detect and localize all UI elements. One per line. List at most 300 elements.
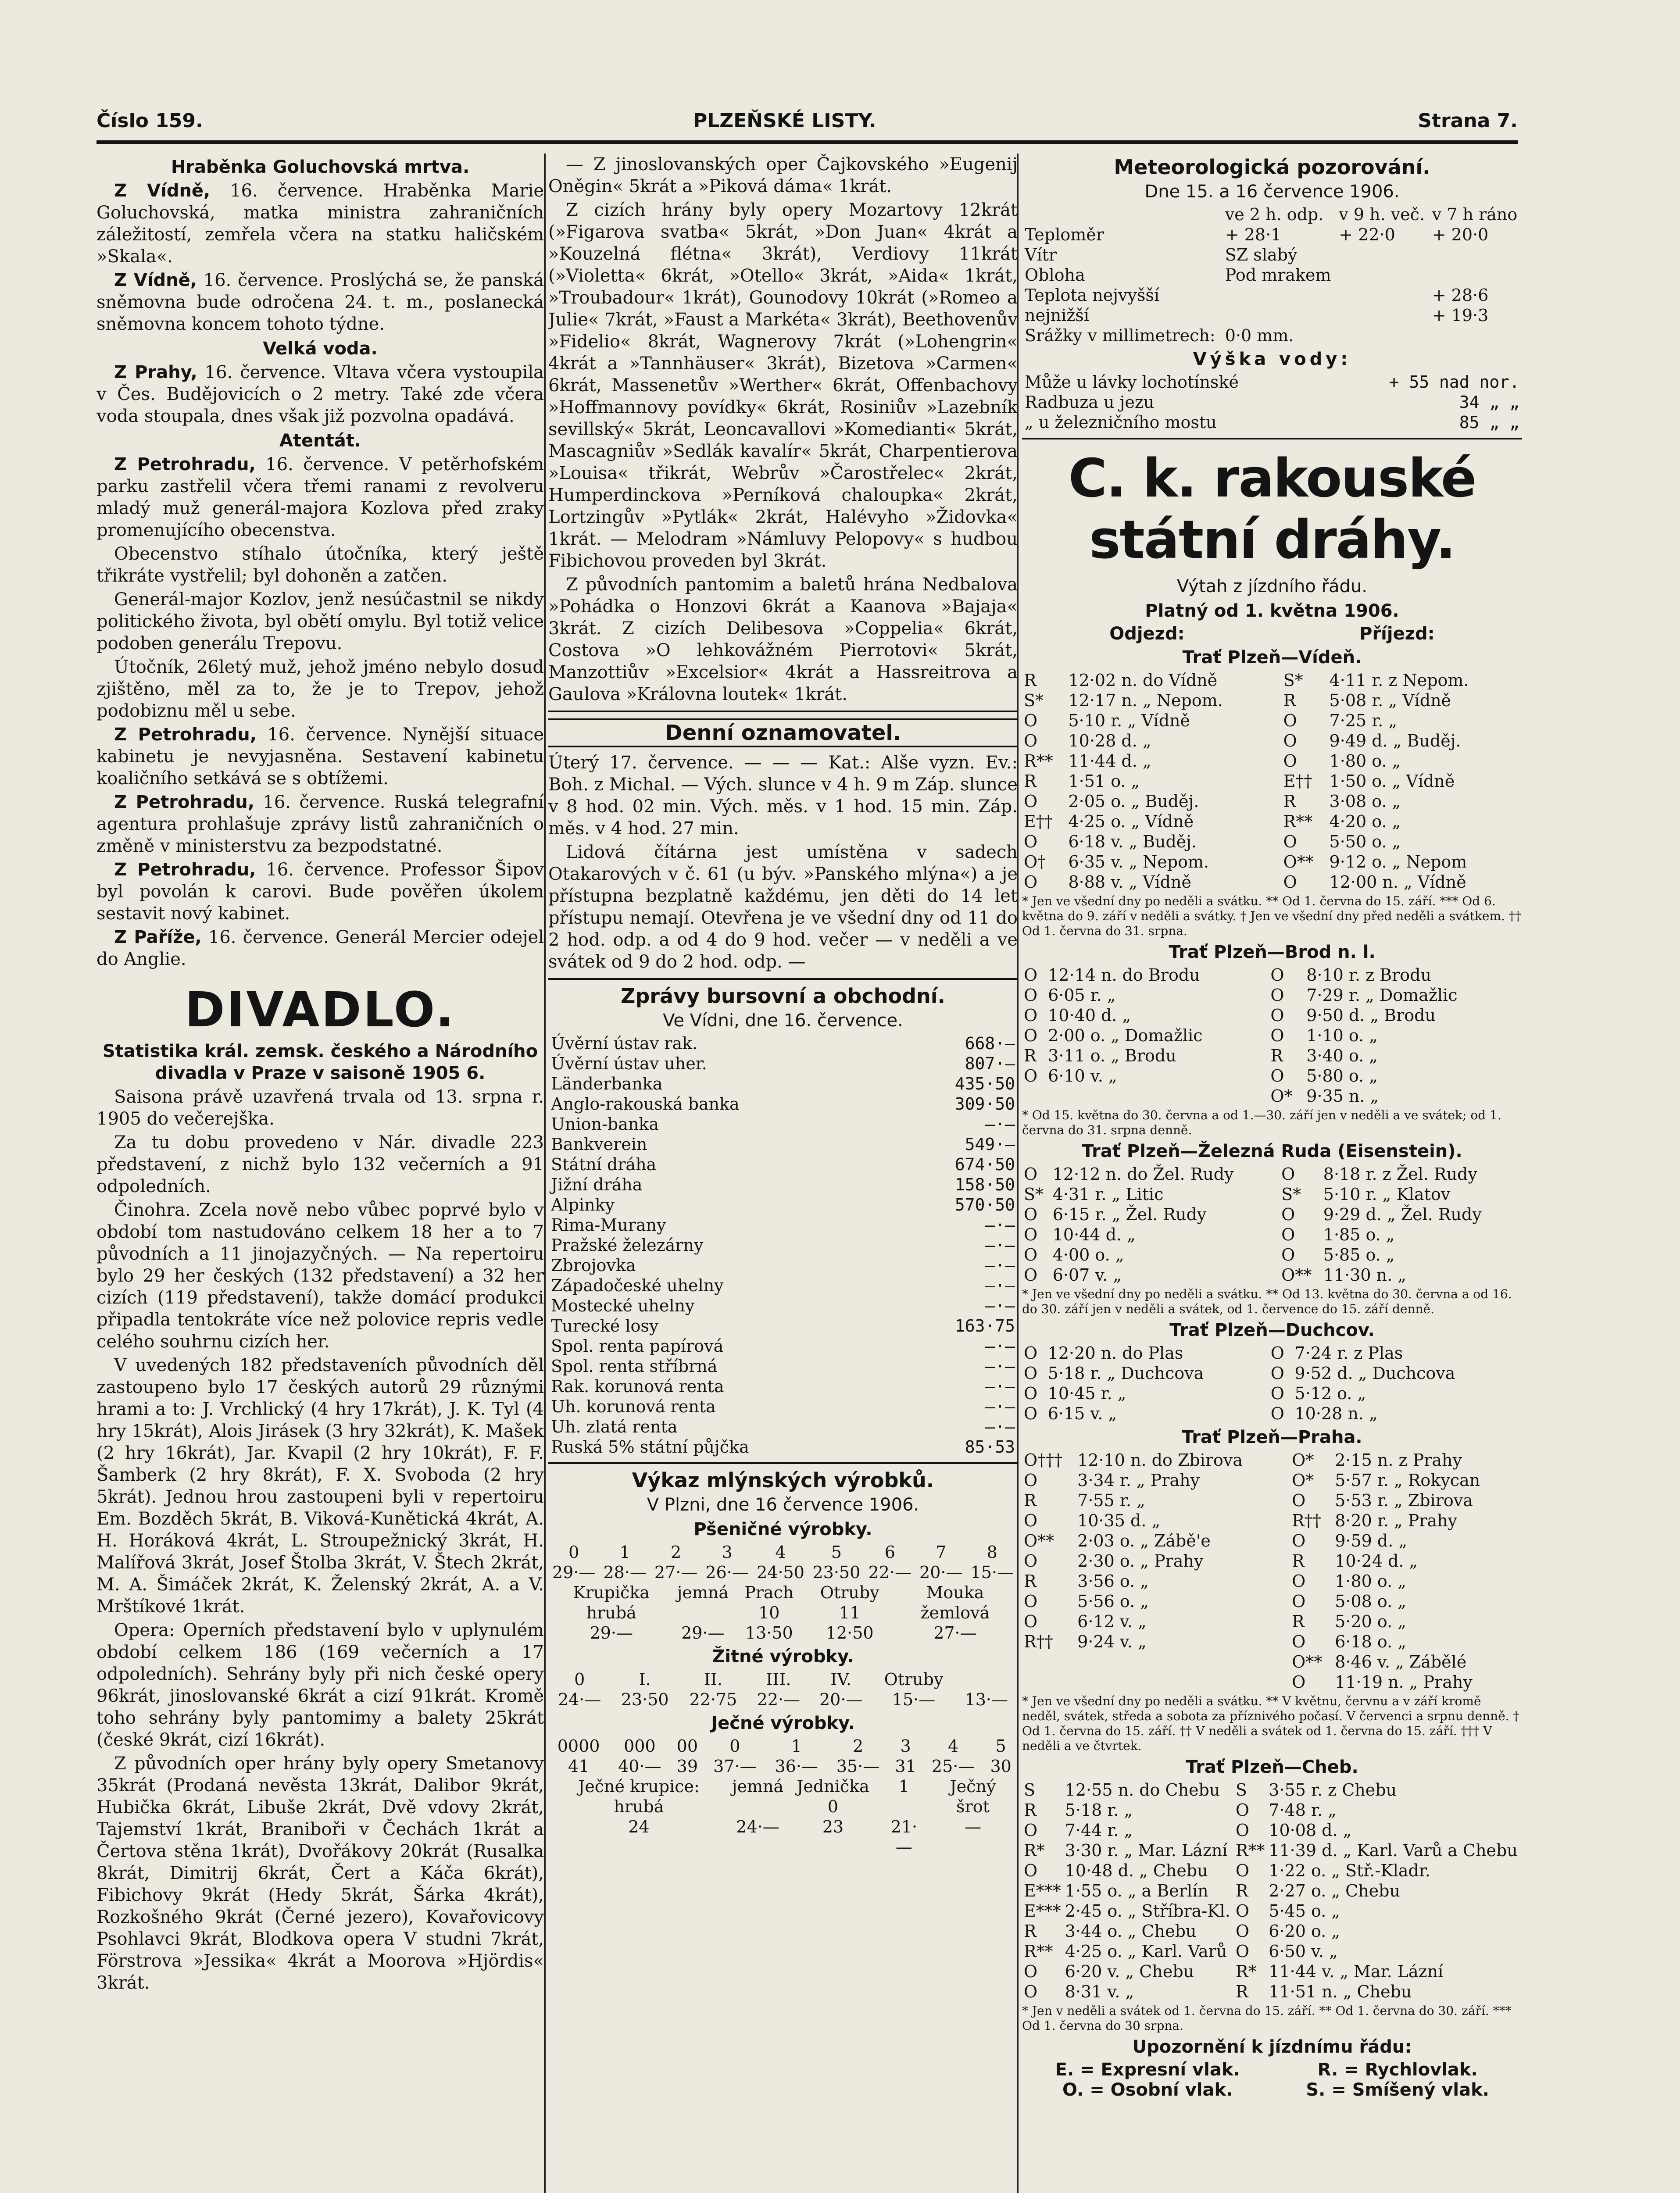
table-value-cell: 13·— <box>965 1690 1008 1709</box>
route-row <box>1022 1531 1522 1551</box>
route-row <box>1022 1245 1522 1265</box>
section-title-divadlo: DIVADLO. <box>185 982 456 1038</box>
route-cell: O <box>1024 1592 1038 1611</box>
route-cell: R <box>1283 691 1296 710</box>
psen-table <box>548 1542 1018 1582</box>
route-cell: O <box>1292 1592 1306 1611</box>
news-place: Z Petrohradu, <box>114 792 254 812</box>
route-row <box>1022 670 1522 690</box>
route-cell: R* <box>1024 1841 1045 1860</box>
table-head-cell: Ječný šrot <box>950 1777 996 1816</box>
route-cell: 11·30 n. „ <box>1323 1265 1406 1285</box>
table-head-cell: 0 <box>568 1543 579 1562</box>
theatre-paragraph: Činohra. Zcela nově nebo vůbec poprvé bylo v období tom nastudováno celkem 18 her a to 7 původních a 11 jinojazyčných. — Na repertoiru bylo 29 her českých (132 představení) a 32 her cizích (119 představení), takže domácí produkci připadla tentokráte více než polovice repris vedle celého souhrnu cizích her. <box>97 1200 544 1352</box>
route-cell: 1·55 o. „ a Berlín <box>1065 1881 1208 1900</box>
column-divider <box>544 154 546 2193</box>
route-cell: O <box>1283 731 1297 750</box>
meteo-value <box>1430 245 1522 265</box>
route-cell: 5·08 r. „ Vídně <box>1329 691 1451 710</box>
route-cell: S <box>1235 1780 1247 1800</box>
meteo-table <box>1022 204 1522 346</box>
route-cell: 7·55 r. „ <box>1077 1491 1145 1510</box>
route-row <box>1022 1632 1522 1652</box>
table-value-row <box>548 1817 1018 1857</box>
route-cell: S* <box>1024 1185 1044 1204</box>
route-cell: 9·29 d. „ Žel. Rudy <box>1323 1205 1482 1224</box>
route-notes: * Jen ve všední dny po neděli a svátku. ** Od 1. června do 15. září. *** Od 6. května do 9. září v neděli a svátky. † Jen ve všední dny před neděli a svátkem. †† Od 1. června do 31. srpna. <box>1022 894 1521 938</box>
route-cell: O <box>1292 1572 1306 1591</box>
meteo-head-cell: ve 2 h. odp. <box>1225 205 1324 224</box>
meteo-row <box>1022 305 1522 325</box>
divider <box>548 1462 1018 1464</box>
table-value-cell: 26·— <box>705 1563 749 1582</box>
route-cell: 5·18 r. „ Duchcova <box>1047 1364 1204 1383</box>
bursa-name: Ruská 5% státní půjčka <box>551 1437 749 1457</box>
bursa-name: Západočeské uhelny <box>551 1276 724 1295</box>
bursa-row <box>548 1296 1018 1316</box>
route-cell: 5·10 r. „ Vídně <box>1068 711 1190 730</box>
bursa-value: 435·50 <box>954 1074 1015 1093</box>
table-head-cell: 4 <box>775 1543 786 1562</box>
bursa-value: —·— <box>985 1397 1015 1416</box>
meteo-label: Srážky v millimetrech: <box>1025 326 1215 345</box>
route-cell: O <box>1024 1364 1038 1383</box>
table-head-cell: 2 <box>852 1736 864 1756</box>
bursa-name: Uh. korunová renta <box>551 1397 716 1416</box>
table-value-cell: 29·— <box>681 1623 725 1643</box>
meteo-value <box>1222 285 1336 305</box>
route-cell: E†† <box>1283 771 1312 791</box>
news-text: 16. července. Vltava včera vystoupila v Čes. Budějovicích o 2 metry. Také zde včera voda stoupala, dnes však již pozvolna opadává. <box>97 362 544 426</box>
route-row <box>1022 1046 1522 1066</box>
theatre-text <box>97 1086 544 1994</box>
route-cell: O <box>1292 1632 1306 1651</box>
route-cell: O <box>1270 1026 1284 1045</box>
route-cell: 7·25 r. „ <box>1329 711 1398 730</box>
route-cell: S* <box>1283 671 1303 690</box>
bursa-value: —·— <box>985 1114 1015 1134</box>
route-cell: 5·56 o. „ <box>1077 1592 1149 1611</box>
route-cell: 6·07 v. „ <box>1052 1265 1122 1285</box>
table-head-row <box>548 1736 1018 1756</box>
route-cell: O <box>1283 872 1297 892</box>
route-row <box>1022 1820 1522 1840</box>
route-row <box>1022 985 1522 1005</box>
bursa-name: Úvěrní ústav rak. <box>551 1034 698 1053</box>
route-cell: 12·00 n. „ Vídně <box>1329 872 1466 892</box>
route-cell: R <box>1024 1922 1037 1941</box>
table-head-cell: II. <box>704 1670 722 1689</box>
route-cell: 11·51 n. „ Chebu <box>1269 1982 1412 2001</box>
route-cell: 1·50 o. „ Vídně <box>1329 771 1455 791</box>
route-title: Trať Plzeň—Železná Ruda (Eisenstein). <box>1082 1141 1462 1161</box>
route-table <box>1022 1343 1522 1424</box>
route-cell: 8·88 v. „ Vídně <box>1068 872 1191 892</box>
route-cell: O <box>1024 872 1038 892</box>
route-row <box>1022 1204 1522 1225</box>
table-value-cell: 15·— <box>892 1690 936 1709</box>
table-head-cell: Prach 10 <box>744 1583 794 1622</box>
news-text: 16. července. Proslýchá se, že panská sněmovna bude odročena 24. t. m., poslanecká sněmovna koncem tohoto týdne. <box>97 270 544 334</box>
bursa-value: —·— <box>985 1256 1015 1275</box>
table-value-cell: 21·— <box>890 1817 918 1857</box>
route-cell: O** <box>1281 1265 1312 1285</box>
route-cell: 12·55 n. do Chebu <box>1065 1780 1220 1800</box>
table-head-cell: Mouka žemlová <box>920 1583 990 1622</box>
route-table <box>1022 670 1522 892</box>
route-cell: 9·50 d. „ Brodu <box>1306 1006 1436 1025</box>
bursa-row <box>548 1074 1018 1094</box>
route-cell: 10·40 d. „ <box>1048 1006 1131 1025</box>
news-text: 16. července. Hraběnka Marie Goluchovská, matka ministra zahraničních záležitostí, zemřela včera na statku haličském »Skala«. <box>97 181 544 267</box>
divider <box>1022 438 1522 439</box>
bursa-value: —·— <box>985 1336 1015 1356</box>
route-cell: O <box>1024 1225 1038 1244</box>
news-text: 16. července. Ruská telegrafní agentura prohlašuje zprávy listů zahraničních o změně v ministerstvu za bezpodstatné. <box>97 792 544 856</box>
route-cell <box>1076 1672 1290 1692</box>
bursa-value: 309·50 <box>954 1094 1015 1114</box>
bursa-row <box>548 1356 1018 1376</box>
bursa-name: Turecké losy <box>551 1316 659 1336</box>
legend-item: O. = Osobní vlak. <box>1062 2080 1233 2100</box>
table-head-cell: Jednička 0 <box>797 1777 869 1816</box>
route-cell: O <box>1281 1164 1295 1184</box>
meteo-value <box>1430 265 1522 285</box>
legend-row <box>1022 2080 1522 2100</box>
route-cell: 9·35 n. „ <box>1306 1086 1379 1106</box>
route-cell: 12·14 n. do Brodu <box>1048 965 1200 985</box>
route-cell: O <box>1283 832 1297 851</box>
table-head-cell: 7 <box>936 1543 947 1562</box>
route-cell: 8·18 r. z Žel. Rudy <box>1323 1164 1477 1184</box>
route-cell: 7·29 r. „ Domažlic <box>1306 986 1458 1005</box>
route-row <box>1022 791 1522 811</box>
vyska-value: 34 „ „ <box>1459 393 1519 412</box>
meteo-row <box>1022 225 1522 245</box>
table-head-cell: 6 <box>884 1543 895 1562</box>
table-value-cell: 30 <box>990 1757 1012 1776</box>
route-cell: O <box>1281 1205 1295 1224</box>
route-cell: 6·10 v. „ <box>1048 1066 1117 1086</box>
table-value-cell: 15·— <box>970 1563 1014 1582</box>
route-cell: R†† <box>1024 1632 1053 1651</box>
table-value-cell: 22·— <box>757 1690 801 1709</box>
meteo-value <box>1336 265 1429 285</box>
route-cell: O <box>1024 1066 1038 1086</box>
route-cell: O <box>1235 1922 1250 1941</box>
route-cell: O <box>1024 1511 1038 1530</box>
route-cell: R <box>1024 671 1037 690</box>
table-head-cell: 5 <box>995 1736 1006 1756</box>
route-cell: 5·10 r. „ Klatov <box>1323 1185 1451 1204</box>
route-row <box>1022 1571 1522 1591</box>
jecne-title: Ječné výrobky. <box>711 1713 855 1733</box>
news-item <box>97 656 544 722</box>
route-cell: O <box>1235 1942 1250 1961</box>
table-value-cell: 24·50 <box>757 1563 804 1582</box>
table-value-cell: 35·— <box>836 1757 880 1776</box>
bursa-row <box>548 1054 1018 1074</box>
route-cell: 5·85 o. „ <box>1323 1245 1395 1264</box>
route-cell: 12·02 n. do Vídně <box>1068 671 1218 690</box>
bursa-value: 163·75 <box>954 1316 1015 1336</box>
legend-item: S. = Smíšený vlak. <box>1306 2080 1489 2100</box>
bursa-row <box>548 1195 1018 1215</box>
route-row <box>1022 1450 1522 1470</box>
news-place: Z Petrohradu, <box>114 860 256 880</box>
route-row <box>1022 1404 1522 1424</box>
route-row <box>1022 1611 1522 1632</box>
route-cell: O <box>1024 1026 1038 1045</box>
route-cell: 6·15 v. „ <box>1047 1404 1117 1423</box>
news-item <box>97 926 544 970</box>
table-value-cell: 24 <box>628 1817 650 1836</box>
route-title: Trať Plzeň—Cheb. <box>1186 1757 1358 1777</box>
page-header <box>97 105 1518 140</box>
bursa-row <box>548 1114 1018 1134</box>
table-value-cell: 29·— <box>590 1623 633 1643</box>
timetable-head <box>1022 624 1522 644</box>
vyska-row <box>1022 372 1522 392</box>
vyska-value: + 55 nad nor. <box>1389 372 1519 392</box>
table-head-cell: 4 <box>948 1736 959 1756</box>
route-cell: 7·48 r. „ <box>1269 1800 1337 1820</box>
route-cell: 5·80 o. „ <box>1306 1066 1378 1086</box>
route-row <box>1022 1840 1522 1861</box>
route-cell: O <box>1270 986 1284 1005</box>
route-cell: R†† <box>1292 1511 1321 1530</box>
news-item <box>97 361 544 427</box>
route-cell: O <box>1024 711 1038 730</box>
route-cell: O <box>1292 1672 1306 1692</box>
route-row <box>1022 1901 1522 1921</box>
table-value-cell: 41 <box>568 1757 590 1776</box>
table-value-cell: 22·— <box>868 1563 911 1582</box>
route-row <box>1022 1861 1522 1881</box>
route-cell: O* <box>1292 1471 1314 1490</box>
route-cell: O <box>1270 1006 1284 1025</box>
bursa-name: Spol. renta papírová <box>551 1336 724 1356</box>
route-row <box>1022 1025 1522 1046</box>
route-cell: 2·00 o. „ Domažlic <box>1048 1026 1203 1045</box>
route-cell: R <box>1235 1881 1248 1900</box>
timetable-valid: Platný od 1. května 1906. <box>1145 601 1399 621</box>
route-cell: O <box>1270 1343 1284 1363</box>
table-head-cell: 3 <box>722 1543 733 1562</box>
route-cell: O <box>1281 1245 1295 1264</box>
meteo-row <box>1022 245 1522 265</box>
psen2-table <box>548 1582 1018 1643</box>
route-row <box>1022 1780 1522 1800</box>
route-cell: 3·40 o. „ <box>1306 1046 1378 1065</box>
route-cell <box>1022 1672 1076 1692</box>
meteo-value <box>1222 305 1336 325</box>
route-cell: 9·52 d. „ Duchcova <box>1294 1364 1455 1383</box>
bursa-row <box>548 1417 1018 1437</box>
news-place: Z Prahy, <box>114 362 197 382</box>
table-value-cell: 12·50 <box>826 1623 874 1643</box>
route-cell: 1·80 o. „ <box>1329 751 1401 771</box>
route-row <box>1022 1343 1522 1363</box>
table-value-cell: 37·— <box>713 1757 757 1776</box>
table-head-cell: 1 <box>791 1736 802 1756</box>
route-cell: O <box>1024 1164 1038 1184</box>
route-row <box>1022 1265 1522 1285</box>
route-cell: 3·08 o. „ <box>1329 792 1401 811</box>
route-cell: 1·22 o. „ Stř.-Kladr. <box>1269 1861 1430 1880</box>
table-value-cell: — <box>964 1817 981 1836</box>
table-head-cell: 1 <box>898 1777 909 1796</box>
route-cell: 5·57 r. „ Rokycan <box>1335 1471 1480 1490</box>
table-value-cell: 20·— <box>819 1690 863 1709</box>
theatre-paragraph: V uvedených 182 představeních původních děl zastoupeno bylo 17 českých autorů 29 různými hrami a to: J. Vrchlický (4 hry 17krát), J. K. Tyl (4 hry 15krát), Alois Jirásek (3 hry 32krát), K. Mašek (2 hry 16krát), Jar. Kvapil (2 hry 10krát), F. F. Šamberk (2 hry 8krát), F. X. Svoboda (2 hry 5krát). Jednou hrou zastoupeni byli v repertoiru Em. Bozděch 5krát, B. Viková-Kunětická 4krát, A. H. Horáková 4krát, L. Stroupežnický 3krát, H. Malířová 3krát, Josef Štolba 3krát, V. Štech 2krát, M. A. Šimáček 2krát, K. Želenský 2krát, A. a V. Mrštíkové 1krát. <box>97 1355 544 1617</box>
route-title: Trať Plzeň—Brod n. l. <box>1169 942 1376 962</box>
bursa-name: Pražské železárny <box>551 1236 704 1255</box>
route-cell: O <box>1024 1205 1038 1224</box>
meteo-head-row <box>1022 204 1522 225</box>
route-cell: 8·31 v. „ <box>1065 1982 1134 2001</box>
route-cell: O††† <box>1024 1450 1063 1470</box>
bursa-row <box>548 1336 1018 1356</box>
meteo-head-cell: v 9 h. več. <box>1339 205 1425 224</box>
route-cell: 3·56 o. „ <box>1077 1572 1149 1591</box>
table-head-cell: 0000 <box>557 1736 600 1756</box>
vyska-label: Může u lávky lochotínské <box>1025 372 1239 392</box>
bursa-row <box>548 1397 1018 1417</box>
route-cell: 8·10 r. z Brodu <box>1306 965 1431 985</box>
meteo-value: Pod mrakem <box>1225 265 1331 285</box>
bursa-value: 549·— <box>965 1135 1015 1154</box>
news-text: 16. července. Generál Mercier odejel do Anglie. <box>97 927 544 969</box>
route-cell: 10·35 d. „ <box>1077 1511 1161 1530</box>
route-row <box>1022 1941 1522 1961</box>
bursa-row <box>548 1094 1018 1114</box>
route-cell: 1·85 o. „ <box>1323 1225 1395 1244</box>
bursa-value: 85·53 <box>965 1437 1015 1457</box>
route-cell: O** <box>1292 1652 1323 1672</box>
route-cell: 10·28 n. „ <box>1294 1404 1378 1423</box>
route-row <box>1022 1005 1522 1025</box>
jecne-table <box>548 1736 1018 1776</box>
route-cell: O <box>1283 711 1297 730</box>
table-head-cell: 1 <box>619 1543 630 1562</box>
route-cell: O <box>1024 1982 1038 2001</box>
meteo-label: nejnižší <box>1025 306 1090 325</box>
route-notes: * Jen v neděli a svátek od 1. června do 15. září. ** Od 1. června do 30. září. *** Od 1. června do 30 srpna. <box>1022 2004 1512 2033</box>
route-row <box>1022 751 1522 771</box>
news-list <box>97 156 544 970</box>
vyska-label: Radbuza u jezu <box>1025 393 1155 412</box>
route-cell: S <box>1024 1780 1036 1800</box>
theatre-paragraph: — Z jinoslovanských oper Čajkovského »Eugenij Oněgin« 5krát a »Piková dáma« 1krát. <box>548 154 1018 196</box>
route-table <box>1022 965 1522 1106</box>
meteo-value <box>1336 325 1429 346</box>
route-cell: O <box>1024 1404 1038 1423</box>
table-value-cell: 31 <box>895 1757 916 1776</box>
route-cell: O <box>1024 1245 1038 1264</box>
route-cell: O <box>1024 1343 1038 1363</box>
route-cell: O <box>1292 1491 1306 1510</box>
route-cell: 10·24 d. „ <box>1335 1551 1418 1571</box>
route-cell: 5·20 o. „ <box>1335 1612 1406 1631</box>
route-row <box>1022 1652 1522 1672</box>
mlyn-title: Výkaz mlýnských výrobků. <box>632 1468 934 1492</box>
table-head-cell: 2 <box>671 1543 682 1562</box>
legend-row <box>1022 2060 1522 2080</box>
table-value-cell: 25·— <box>931 1757 975 1776</box>
route-row <box>1022 811 1522 832</box>
news-place: Z Vídně, <box>114 181 211 201</box>
meteo-value <box>1336 245 1429 265</box>
bursa-name: Länderbanka <box>551 1074 663 1093</box>
route-row <box>1022 1881 1522 1901</box>
route-cell: O <box>1270 965 1284 985</box>
route-cell: S* <box>1024 691 1044 710</box>
route-cell: R** <box>1283 812 1313 831</box>
route-cell: O <box>1024 1471 1038 1490</box>
route-row <box>1022 872 1522 892</box>
meteo-value <box>1430 325 1522 346</box>
bursa-row <box>548 1033 1018 1054</box>
vyska-label: „ u železničního mostu <box>1025 413 1217 432</box>
route-cell <box>1022 1086 1046 1106</box>
meteo-value: + 22·0 <box>1339 225 1395 244</box>
news-place: Z Petrohradu, <box>114 725 257 745</box>
route-cell: O <box>1024 1861 1038 1880</box>
route-cell: O <box>1235 1861 1250 1880</box>
bursa-subtitle: Ve Vídni, dne 16. července. <box>663 1011 903 1031</box>
route-cell: O <box>1024 1384 1038 1403</box>
theatre-stat-title: Statistika král. zemsk. českého a Národního divadla v Praze v saisoně 1905 6. <box>102 1041 538 1083</box>
route-row <box>1022 965 1522 985</box>
news-text: Generál-major Kozlov, jenž nesúčastnil se nikdy politického života, byl obětí omylu. Byl totiž velice podoben generálu Trepovu. <box>97 589 544 654</box>
bursa-row <box>548 1235 1018 1255</box>
route-cell: 12·12 n. do Žel. Rudy <box>1052 1164 1234 1184</box>
meteo-value <box>1336 305 1429 325</box>
table-value-cell: 13·50 <box>745 1623 793 1643</box>
route-cell: 9·12 o. „ Nepom <box>1329 852 1467 871</box>
route-table <box>1022 1450 1522 1692</box>
route-cell: 4·25 o. „ Vídně <box>1068 812 1194 831</box>
news-item <box>97 859 544 925</box>
route-row <box>1022 1225 1522 1245</box>
meteo-title: Meteorologická pozorování. <box>1114 155 1430 179</box>
route-cell: R <box>1024 1572 1037 1591</box>
route-cell: O <box>1024 1821 1038 1840</box>
vyska-row <box>1022 412 1522 432</box>
route-cell: E*** <box>1024 1881 1061 1900</box>
table-value-cell: 23 <box>822 1817 844 1836</box>
route-cell: O <box>1024 986 1038 1005</box>
news-place: Z Vídně, <box>114 270 197 290</box>
theatre-paragraph: Opera: Operních představení bylo v uplynulém období celkem 186 (169 večerních a 17 odpoledních). Sehrány byly při nich české opery 96krát, jinoslovanské 6krát a cizí 91krát. Kromě toho sehrány byly pantomimy a balety 25krát (české 9krát, cizí 16krát). <box>97 1620 544 1750</box>
bursa-name: Rak. korunová renta <box>551 1377 724 1396</box>
bursa-value: —·— <box>985 1296 1015 1315</box>
bursa-value: —·— <box>985 1215 1015 1235</box>
route-cell: R <box>1270 1046 1283 1065</box>
route-cell: 7·44 r. „ <box>1065 1821 1133 1840</box>
arrival-label: Příjezd: <box>1359 624 1435 644</box>
bursa-title: Zprávy bursovní a obchodní. <box>621 984 945 1008</box>
denni-text: Úterý 17. července. — — — Kat.: Alše vyzn. Ev.: Boh. z Michal. — Vých. slunce v 4 h. 9 m Záp. slunce v 8 hod. 02 min. Vých. měs. v 1 hod. 15 min. Záp. měs. v 4 hod. 27 min. <box>548 753 1018 839</box>
route-cell: O <box>1235 1901 1250 1921</box>
bursa-name: Anglo-rakouská banka <box>551 1094 740 1114</box>
meteo-subtitle: Dne 15. a 16 července 1906. <box>1144 182 1400 202</box>
news-title: Velká voda. <box>263 339 378 359</box>
table-head-cell: Otruby <box>884 1670 944 1689</box>
table-value-cell: 27·— <box>654 1563 698 1582</box>
route-cell: 6·20 o. „ <box>1269 1922 1340 1941</box>
